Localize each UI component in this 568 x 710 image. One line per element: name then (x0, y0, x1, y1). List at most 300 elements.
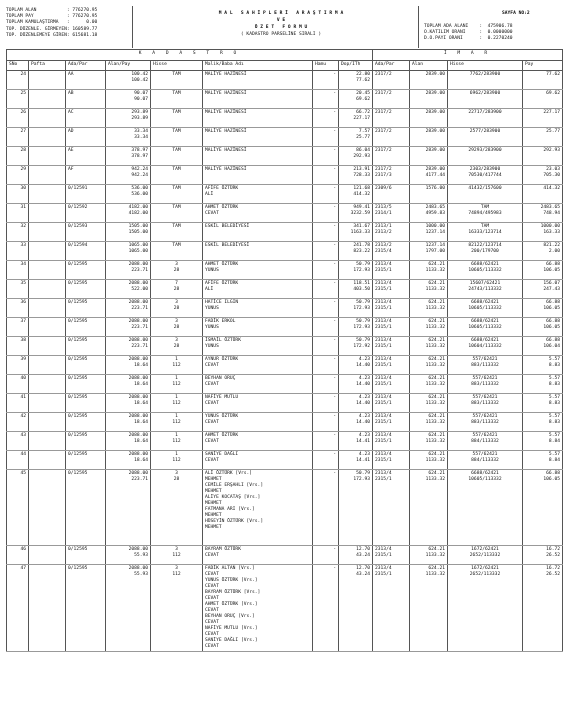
row-imar-pay-line: 156.07 (543, 281, 560, 286)
row-imar-adapar (373, 451, 410, 470)
row-imar-pay (523, 166, 563, 185)
col-dop: Dop/ITh (339, 61, 373, 71)
row-imar-alan-line: 1133.32 (425, 268, 445, 273)
row-malik-line: HATİCE ILGIN (205, 300, 239, 305)
row-dop-line: 43.24 (356, 572, 370, 577)
row-alan-line: 2088.00 (128, 319, 148, 324)
row-imar-alan (410, 318, 448, 337)
row-imar-hisse (448, 318, 523, 337)
row-imar-hisse-line: 10605/113332 (468, 268, 502, 273)
row-adapar: 0/12595 (66, 261, 106, 280)
row-imar-pay-line: 414.32 (543, 186, 560, 191)
row-hamu: - (313, 299, 339, 318)
row-imar-pay-line: 8.84 (548, 458, 560, 463)
row-malik (203, 565, 313, 652)
row-imar-adapar (373, 223, 410, 242)
row-dop-line: 172.93 (353, 268, 370, 273)
row-imar-alan-line: 4959.83 (425, 211, 445, 216)
row-imar-pay-line: 8.83 (548, 420, 560, 425)
row-dop-line: 241.78 (353, 243, 370, 248)
table-row (7, 337, 563, 356)
row-imar-adapar (373, 546, 410, 565)
row-imar-adapar (373, 90, 410, 109)
row-imar-alan-line: 1133.32 (425, 458, 445, 463)
row-imar-pay-line: 748.94 (543, 211, 560, 216)
row-malik-line: CEVAT (205, 211, 219, 216)
row-alan-line: 293.89 (131, 110, 148, 115)
row-malik (203, 356, 313, 375)
row-malik (203, 546, 313, 565)
row-imar-hisse-line: 557/62421 (472, 376, 498, 381)
row-malik-line: MEHMET (205, 489, 222, 494)
row-imar-pay-line: 5.57 (548, 376, 560, 381)
row-dop-line: 14.40 (356, 363, 370, 368)
row-hisse-line: TAM (172, 72, 181, 77)
row-hisse (151, 337, 203, 356)
row-malik-line: BAYRAM ÖZTÜRK (205, 547, 241, 552)
table-row (7, 451, 563, 470)
row-imar-pay (523, 470, 563, 546)
row-hisse-line: TAM (172, 243, 181, 248)
row-imar-alan-line: 624.21 (428, 471, 445, 476)
row-sno: 24 (7, 71, 29, 90)
row-dop-line: 118.51 (353, 281, 370, 286)
row-imar-hisse-line: 7762/283900 (469, 72, 501, 77)
row-alan-line: 2088.00 (128, 566, 148, 571)
row-imar-alan (410, 109, 448, 128)
row-hisse (151, 451, 203, 470)
row-imar-alan-line: 1133.32 (425, 477, 445, 482)
row-hisse-line: 28 (173, 268, 180, 273)
row-sno: 41 (7, 394, 29, 413)
table-row (7, 242, 563, 261)
row-dop-line: 121.68 (353, 186, 370, 191)
row-hisse (151, 261, 203, 280)
row-malik (203, 337, 313, 356)
row-malik (203, 280, 313, 299)
row-malik-line: YUNUS ÖZTÜRK [Vrs.] (205, 578, 258, 583)
row-imar-hisse (448, 261, 523, 280)
row-dop-line: 172.93 (353, 477, 370, 482)
row-malik-line: ALİYE KOCATAŞ [Vrs.] (205, 495, 261, 500)
row-hamu: - (313, 242, 339, 261)
title-line: ( KADASTRO PARSELİNE SIRALI ) (240, 32, 322, 37)
row-hisse (151, 470, 203, 546)
row-imar-pay-line: 106.04 (543, 344, 560, 349)
row-hisse (151, 185, 203, 204)
row-imar-pay (523, 432, 563, 451)
row-malik (203, 71, 313, 90)
row-imar-hisse-line: 82122/123714 (468, 243, 502, 248)
row-imar-alan-line: 2839.00 (425, 72, 445, 77)
row-imar-adapar-line: 2315/1 (375, 553, 392, 558)
row-imar-pay-line: 8.83 (548, 363, 560, 368)
row-dop-line: 50.79 (356, 471, 370, 476)
row-hisse (151, 432, 203, 451)
row-alan-line: 18.64 (134, 401, 148, 406)
row-imar-hisse-line: 15607/62421 (469, 281, 501, 286)
column-header-row (7, 61, 563, 71)
row-imar-hisse-line: 2577/283900 (469, 129, 501, 134)
table-row (7, 394, 563, 413)
row-imar-adapar (373, 394, 410, 413)
row-imar-pay (523, 299, 563, 318)
row-malik-line: CEVAT (205, 553, 219, 558)
row-adapar: AC (66, 109, 106, 128)
row-hamu: - (313, 565, 339, 652)
row-imar-hisse-line: 10605/113332 (468, 477, 502, 482)
total-line: TOP. DÜZENLE. GİRMEYEN: 160589.77 (6, 26, 98, 32)
row-imar-adapar-line: 2315/1 (375, 325, 392, 330)
row-hisse-line: TAM (172, 110, 181, 115)
row-imar-alan (410, 337, 448, 356)
row-alan (106, 451, 151, 470)
row-alan (106, 394, 151, 413)
row-alan-line: 942.24 (131, 167, 148, 172)
row-imar-hisse-line: 24743/113332 (468, 287, 502, 292)
row-imar-hisse-line: 10605/113332 (468, 306, 502, 311)
row-imar-adapar-line: 2315/1 (375, 344, 392, 349)
row-alan-line: 33.34 (134, 129, 148, 134)
row-pafta (29, 546, 66, 565)
row-malik (203, 109, 313, 128)
row-imar-alan-line: 2483.65 (425, 205, 445, 210)
table-row (7, 432, 563, 451)
row-adapar: 0/12595 (66, 337, 106, 356)
row-imar-hisse-line: 884/113332 (471, 458, 499, 463)
row-imar-pay-line: 26.52 (546, 553, 560, 558)
row-alan-line: 4182.00 (128, 211, 148, 216)
row-hisse-line: TAM (172, 148, 181, 153)
row-dop (339, 565, 373, 652)
row-imar-alan-line: 1797.00 (425, 249, 445, 254)
row-imar-adapar-line: 2315/1 (375, 572, 392, 577)
row-malik-line: CEVAT (205, 458, 219, 463)
row-imar-adapar (373, 71, 410, 90)
row-imar-pay-line: 292.93 (543, 148, 560, 153)
row-imar-hisse (448, 166, 523, 185)
row-alan (106, 128, 151, 147)
row-malik-line: MALİYE HAZİNESİ (205, 110, 247, 115)
row-imar-pay-line: 227.17 (543, 110, 560, 115)
totals-block (6, 8, 97, 39)
row-hisse-line: 3 (175, 547, 178, 552)
row-adapar: 0/12595 (66, 565, 106, 652)
row-imar-alan-line: 2839.00 (425, 148, 445, 153)
row-alan-line: 2088.00 (128, 262, 148, 267)
row-imar-pay-line: 106.05 (543, 306, 560, 311)
row-dop-line: 4.23 (358, 395, 370, 400)
row-malik (203, 299, 313, 318)
row-imar-adapar-line: 2313/4 (375, 338, 392, 343)
row-alan (106, 470, 151, 546)
row-imar-hisse-line: 557/62421 (472, 414, 498, 419)
row-dop (339, 280, 373, 299)
row-dop-line: 50.79 (356, 319, 370, 324)
row-adapar: AF (66, 166, 106, 185)
row-adapar: 0/12595 (66, 375, 106, 394)
col-imar-adapar: Ada/Par (373, 61, 410, 71)
row-dop (339, 223, 373, 242)
row-sno: 28 (7, 147, 29, 166)
row-imar-pay (523, 318, 563, 337)
row-sno: 38 (7, 337, 29, 356)
row-imar-pay (523, 128, 563, 147)
row-alan-line: 2088.00 (128, 395, 148, 400)
row-hisse-line: 7 (175, 281, 178, 286)
row-imar-pay (523, 242, 563, 261)
row-imar-hisse-line: TAM (480, 224, 490, 229)
row-imar-adapar (373, 280, 410, 299)
row-pafta (29, 432, 66, 451)
row-malik (203, 223, 313, 242)
row-imar-pay-line: 66.88 (546, 262, 560, 267)
row-imar-alan-line: 624.21 (428, 414, 445, 419)
table-row (7, 318, 563, 337)
row-dop-line: 14.41 (356, 458, 370, 463)
row-imar-pay-line: 163.33 (543, 230, 560, 235)
col-pafta: Pafta (29, 61, 66, 71)
row-adapar: 0/12592 (66, 204, 106, 223)
row-pafta (29, 223, 66, 242)
row-adapar: 0/12595 (66, 394, 106, 413)
row-imar-alan (410, 185, 448, 204)
row-imar-pay-line: 8.84 (548, 439, 560, 444)
row-malik-line: NAFİYE MUTLU [Vrs.] (205, 626, 258, 631)
table-row (7, 261, 563, 280)
row-hisse-line: TAM (172, 91, 181, 96)
row-alan-line: 1505.00 (128, 224, 148, 229)
row-imar-hisse (448, 337, 523, 356)
row-malik (203, 470, 313, 546)
row-malik-line: ESKİL BELEDİYESİ (205, 224, 250, 229)
row-alan (106, 166, 151, 185)
row-malik-line: MEHMET (205, 525, 222, 530)
row-hisse (151, 546, 203, 565)
row-dop (339, 546, 373, 565)
row-alan-line: 2088.00 (128, 471, 148, 476)
row-imar-pay (523, 185, 563, 204)
row-imar-pay (523, 223, 563, 242)
row-dop (339, 204, 373, 223)
row-imar-pay-line: 821.22 (543, 243, 560, 248)
row-hisse-line: 3 (175, 566, 178, 571)
row-hisse-line: 1 (175, 414, 178, 419)
ratio-line: D.O.PAYI ORANI : 0.2270240 (424, 36, 513, 42)
row-imar-hisse (448, 109, 523, 128)
row-imar-hisse (448, 432, 523, 451)
row-hisse-line: 3 (175, 319, 178, 324)
row-imar-adapar-line: 2315/4 (375, 249, 392, 254)
row-imar-pay (523, 204, 563, 223)
row-malik-line: CEVAT (205, 439, 219, 444)
row-alan-line: 4182.00 (128, 205, 148, 210)
row-malik-line: CEVAT (205, 572, 219, 577)
row-imar-hisse-line: 2303/283900 (469, 167, 501, 172)
row-imar-adapar-line: 2315/1 (375, 382, 392, 387)
row-hisse (151, 375, 203, 394)
row-malik (203, 451, 313, 470)
row-malik-line: CEVAT (205, 596, 219, 601)
row-malik-line: BAYRAM ÖZTÜRK [Vrs.] (205, 590, 261, 595)
row-imar-hisse-line: 200/179700 (471, 249, 499, 254)
row-dop-line: 728.33 (353, 173, 370, 178)
row-imar-pay-line: 2483.65 (540, 205, 560, 210)
row-dop-line: 66.72 (356, 110, 370, 115)
row-malik (203, 147, 313, 166)
header-divider (418, 6, 419, 48)
header-divider (132, 6, 133, 48)
row-hamu: - (313, 318, 339, 337)
row-imar-adapar-line: 2315/1 (375, 458, 392, 463)
row-hamu: - (313, 261, 339, 280)
row-pafta (29, 299, 66, 318)
row-hamu: - (313, 280, 339, 299)
row-alan-line: 536.00 (131, 192, 148, 197)
row-dop-line: 4.23 (358, 357, 370, 362)
row-imar-hisse (448, 185, 523, 204)
row-imar-hisse (448, 204, 523, 223)
row-hisse-line: 112 (172, 401, 181, 406)
row-sno: 29 (7, 166, 29, 185)
col-adapar: Ada/Par (66, 61, 106, 71)
page-number: SAYFA NO:2 (502, 11, 530, 16)
row-hisse-line: 3 (175, 262, 178, 267)
row-dop-line: 4.23 (358, 433, 370, 438)
row-hisse (151, 299, 203, 318)
row-imar-alan-line: 1133.32 (425, 344, 445, 349)
row-malik (203, 185, 313, 204)
row-pafta (29, 261, 66, 280)
row-imar-adapar-line: 2313/2 (375, 243, 392, 248)
row-pafta (29, 128, 66, 147)
row-malik-line: SANİYE DAĞLI [Vrs.] (205, 638, 258, 643)
row-imar-alan (410, 470, 448, 546)
row-imar-pay (523, 261, 563, 280)
row-alan-line: 2088.00 (128, 376, 148, 381)
row-imar-alan-line: 624.21 (428, 262, 445, 267)
row-malik-line: CEVAT (205, 401, 219, 406)
row-imar-alan-line: 2839.00 (425, 91, 445, 96)
row-imar-adapar-line: 2313/2 (375, 230, 392, 235)
row-imar-alan (410, 451, 448, 470)
row-malik-line: CEVAT (205, 608, 219, 613)
row-imar-alan-line: 1237.14 (425, 230, 445, 235)
row-imar-hisse-line: 74894/495983 (468, 211, 502, 216)
row-imar-pay (523, 375, 563, 394)
row-imar-pay-line: 66.88 (546, 300, 560, 305)
row-imar-alan-line: 2839.00 (425, 129, 445, 134)
row-malik-line: FADİK ERKOL (205, 319, 236, 324)
row-imar-alan (410, 242, 448, 261)
row-sno: 36 (7, 299, 29, 318)
row-imar-alan (410, 356, 448, 375)
row-imar-alan (410, 147, 448, 166)
row-imar-alan-line: 1237.14 (425, 243, 445, 248)
row-imar-adapar (373, 185, 410, 204)
row-hamu: - (313, 337, 339, 356)
row-imar-alan-line: 1133.32 (425, 287, 445, 292)
row-imar-alan-line: 624.21 (428, 300, 445, 305)
title-line: M A L S A H İ P L E R İ A R A Ş T I R M A (218, 11, 344, 16)
row-hisse-line: 3 (175, 300, 178, 305)
row-imar-pay-line: 77.62 (546, 72, 560, 77)
row-imar-adapar-line: 2313/4 (375, 471, 392, 476)
row-malik-line: YUNUS (205, 306, 219, 311)
row-pafta (29, 394, 66, 413)
owner-table (6, 49, 563, 652)
row-imar-adapar (373, 375, 410, 394)
row-imar-adapar-line: 2313/4 (375, 357, 392, 362)
row-dop-line: 403.50 (353, 287, 370, 292)
row-imar-hisse (448, 223, 523, 242)
table-row (7, 413, 563, 432)
row-imar-pay-line: 16.72 (546, 547, 560, 552)
row-imar-alan (410, 166, 448, 185)
row-pafta (29, 565, 66, 652)
row-imar-adapar-line: 2313/4 (375, 414, 392, 419)
row-imar-adapar-line: 2313/4 (375, 376, 392, 381)
row-hisse-line: 1 (175, 452, 178, 457)
row-imar-alan-line: 1133.32 (425, 420, 445, 425)
col-hamu: Hamu (313, 61, 339, 71)
row-adapar: 0/12594 (66, 242, 106, 261)
row-hisse-line: 1 (175, 357, 178, 362)
row-hisse (151, 71, 203, 90)
row-imar-alan-line: 1133.32 (425, 382, 445, 387)
row-alan-line: 223.71 (131, 477, 148, 482)
row-hisse (151, 204, 203, 223)
row-dop-line: 14.40 (356, 382, 370, 387)
row-imar-alan-line: 1133.32 (425, 401, 445, 406)
row-malik (203, 261, 313, 280)
row-imar-hisse (448, 470, 523, 546)
row-adapar: AB (66, 90, 106, 109)
row-alan-line: 90.07 (134, 91, 148, 96)
row-alan-line: 1505.00 (128, 230, 148, 235)
col-malik: Malik/Baba Adı (203, 61, 313, 71)
row-dop (339, 432, 373, 451)
row-imar-hisse-line: 10604/113332 (468, 344, 502, 349)
row-imar-hisse-line: 16333/123714 (468, 230, 502, 235)
row-malik (203, 432, 313, 451)
row-hamu: - (313, 204, 339, 223)
table-row (7, 147, 563, 166)
row-hisse-line: 112 (172, 553, 181, 558)
col-imar-alan: Alan (410, 61, 448, 71)
row-alan-line: 18.64 (134, 439, 148, 444)
row-imar-alan-line: 624.21 (428, 357, 445, 362)
row-imar-pay-line: 106.05 (543, 268, 560, 273)
row-alan-line: 2088.00 (128, 452, 148, 457)
row-dop-line: 3232.59 (350, 211, 370, 216)
row-dop-line: 227.17 (353, 116, 370, 121)
row-imar-adapar-line: 2313/4 (375, 547, 392, 552)
row-dop-line: 172.93 (353, 306, 370, 311)
row-hisse-line: 112 (172, 382, 181, 387)
row-imar-hisse-line: 29293/283900 (468, 148, 502, 153)
row-imar-pay-line: 8.83 (548, 382, 560, 387)
row-adapar: 0/12595 (66, 299, 106, 318)
row-imar-alan-line: 624.21 (428, 433, 445, 438)
row-imar-hisse-line: 41432/157600 (468, 186, 502, 191)
title-line: V E (276, 18, 286, 23)
report-title (156, 11, 406, 39)
row-imar-adapar (373, 128, 410, 147)
row-imar-pay-line: 66.88 (546, 319, 560, 324)
row-sno: 42 (7, 413, 29, 432)
row-dop (339, 242, 373, 261)
